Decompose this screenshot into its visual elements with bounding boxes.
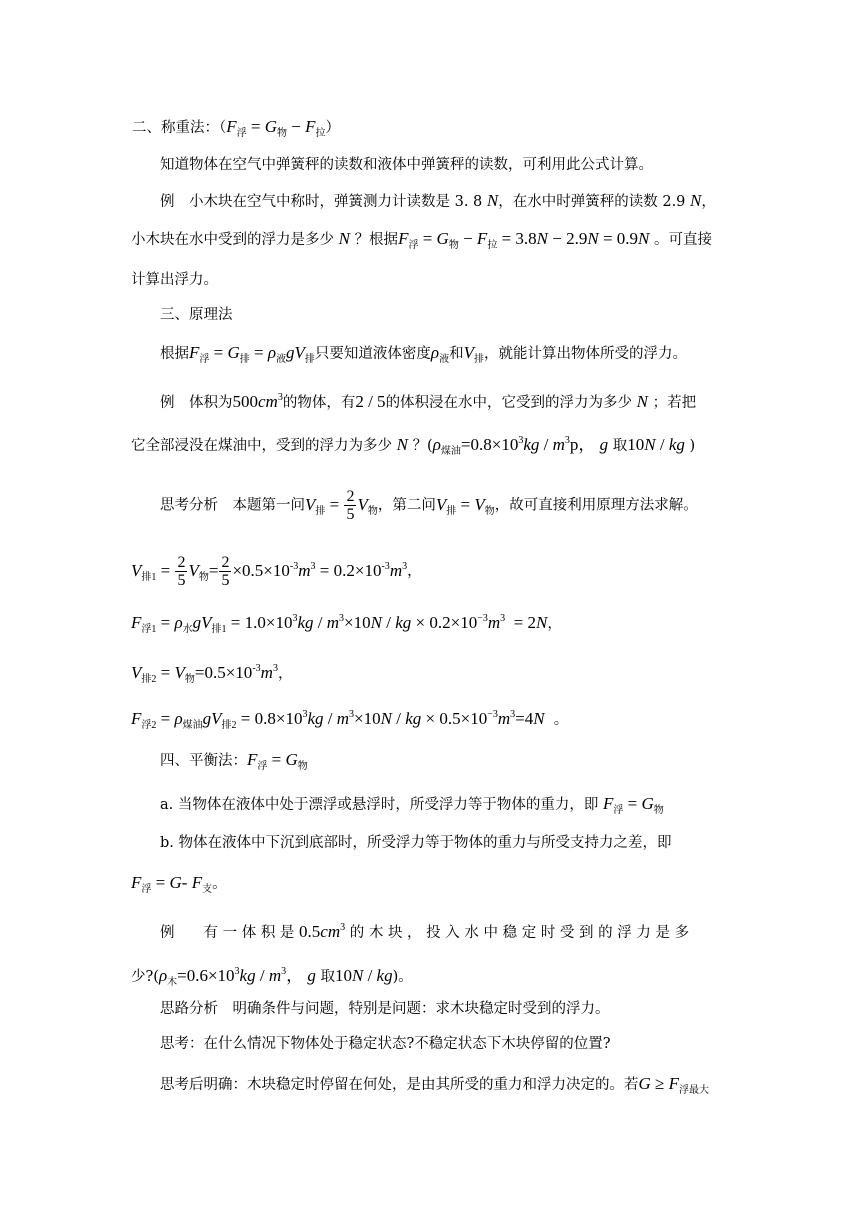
example-3-line-1: 例 有 一 体 积 是 $0.5cm^3$ 的 木 块 ， 投 入 水 中 稳 定 时 受 到 的 浮 力 是 多 xyxy=(160,922,690,941)
section-heading-balance: 四、平衡法：$F_浮 = G_物$ xyxy=(160,750,308,772)
item-b-line-1: b. 物体在液体中下沉到底部时，所受浮力等于物体的重力与所受支持力之差，即 xyxy=(160,835,672,851)
section-heading-weighing: 二、称重法：$(F_浮 = G_物 - F_拉)$ xyxy=(132,117,340,139)
heading-label: 二、称重法：（ xyxy=(132,120,227,136)
paragraph: 思路分析 明确条件与问题，特别是问题：求木块稳定时受到的浮力。 xyxy=(160,1001,610,1017)
example-2-line-2: 它全部浸没在煤油中，受到的浮力为多少 N ？($\rho_{煤油}=0.8\times 10^3kg / m^3p$， g 取10N / kg ) xyxy=(131,435,696,457)
thinking-line-3: 思考后明确：木块稳定时停留在何处，是由其所受的重力和浮力决定的。若$G \ge F_{浮最大}$ xyxy=(160,1074,710,1096)
example-3-line-2: 少$?(\rho_木=0.6\times 10^3kg / m^3$， g 取10N / kg)。 xyxy=(131,966,413,988)
equation-1: $V_{排1}$ = $\frac{2}{5}$ $V_物=$ $\frac{2}{5}$ $\times 0.5\times 10^{-3}m^3 = 0.2\times 10^{-3}m^3$， xyxy=(131,554,422,589)
fraction: $\frac{2}{5}$ xyxy=(346,488,355,523)
paragraph: 知道物体在空气中弹簧秤的读数和液体中弹簧秤的读数，可利用此公式计算。 xyxy=(160,157,653,173)
principle-paragraph: 根据$F_浮 = G_排 = \rho_液gV_排$只要知道液体密度$\rho_液$和$V_排$，就能计算出物体所受的浮力。 xyxy=(160,343,687,365)
item-a: a. 当物体在液体中处于漂浮或悬浮时，所受浮力等于物体的重力，即 $F_浮 = G_物$ xyxy=(160,794,664,816)
item-b-line-2: $F_浮 = G-$ $F_支$。 xyxy=(131,873,227,895)
example-1-line-2: 小木块在水中受到的浮力是多少 N ？根据$F_浮 = G_物 - F_拉 = 3.8N - 2.9N = 0.9N$ 。可直接 xyxy=(131,229,712,251)
formula: $F_浮 = G_物 - F_拉$ xyxy=(226,117,326,139)
equation-4: $F_{浮2} = \rho_{煤油}gV_{排2} = 0.8\times 10^3kg / m^3\times 10N$ / kg × $0.5\times 10^{-3}m^3=4N$ 。 xyxy=(131,709,569,731)
paragraph: 计算出浮力。 xyxy=(131,272,218,288)
section-heading-principle: 三、原理法 xyxy=(160,307,233,323)
equation-3: $V_{排2} = V_物=0.5\times 10^{-3}m^3$， xyxy=(131,663,293,685)
paragraph: 思考：在什么情况下物体处于稳定状态?不稳定状态下木块停留的位置? xyxy=(160,1036,611,1052)
example-1-line-1: 例 小木块在空气中称时，弹簧测力计读数是 3. 8 N，在水中时弹簧秤的读数 2.9 N， xyxy=(160,191,716,210)
equation-2: $F_{浮1} = \rho_水gV_{排1} = 1.0\times 10^3kg / m^3\times 10N$ / kg × $0.2\times 10^{-3}m^3 = 2N$， xyxy=(131,613,562,635)
example-2-line-1: 例 体积为$500cm^3$的物体，有2 / 5的体积浸在水中，它受到的浮力为多少 N ；若把 xyxy=(160,392,697,411)
analysis-line: 思考分析 本题第一问$V_排$ = $\frac{2}{5}$ $V_物$，第二问$V_排 = V_物$，故可直接利用原理方法求解。 xyxy=(160,488,698,523)
